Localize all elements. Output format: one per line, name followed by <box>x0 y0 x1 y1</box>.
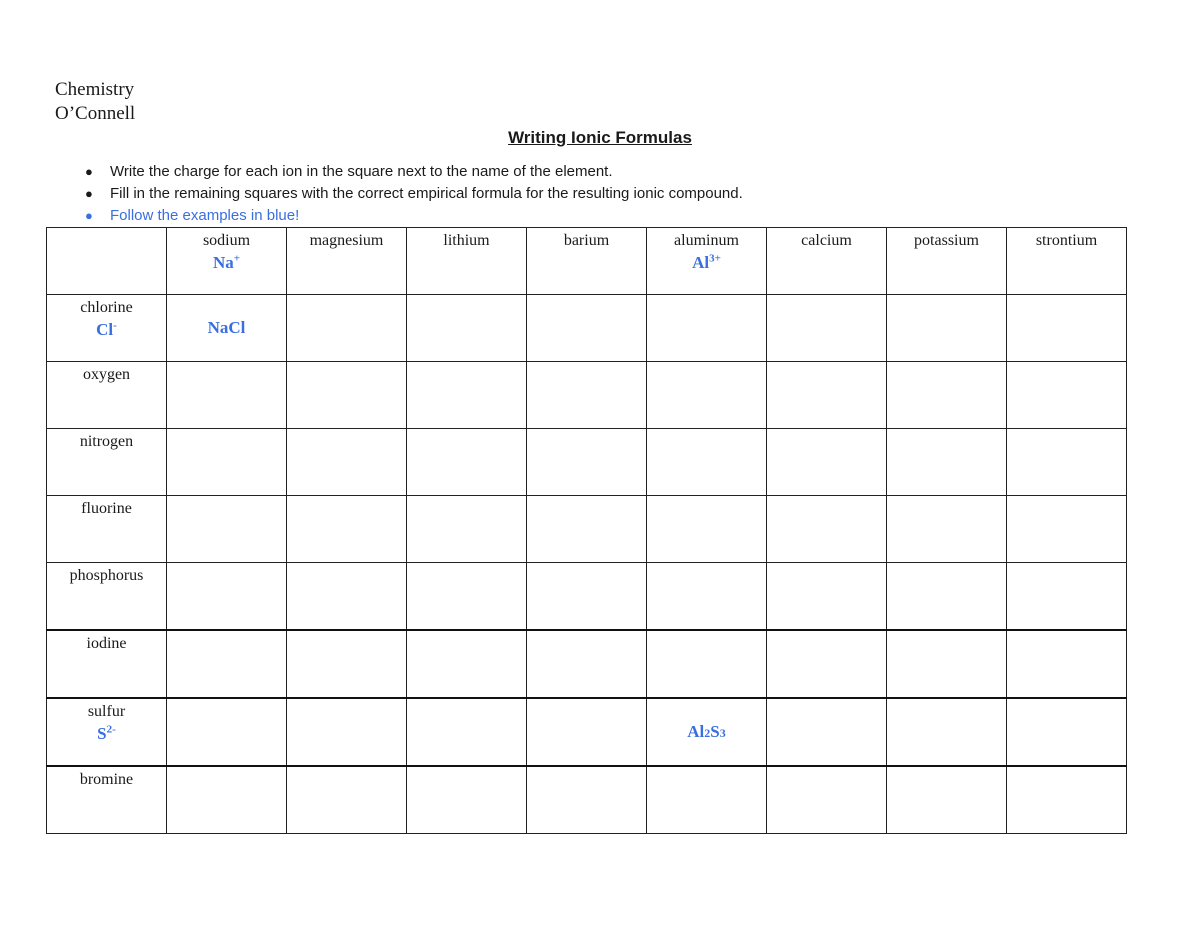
anion-name: chlorine <box>80 299 133 316</box>
answer-cell[interactable] <box>527 630 647 698</box>
cation-name: aluminum <box>674 232 739 249</box>
anion-name: bromine <box>79 771 134 788</box>
answer-cell[interactable] <box>167 698 287 766</box>
answer-cell[interactable] <box>887 362 1007 429</box>
answer-cell[interactable] <box>767 766 887 834</box>
answer-cell[interactable] <box>767 362 887 429</box>
answer-cell[interactable] <box>167 362 287 429</box>
anion-cell-oxygen[interactable] <box>47 362 167 429</box>
anion-name: iodine <box>86 635 127 652</box>
answer-cell[interactable] <box>527 429 647 496</box>
answer-cell[interactable] <box>1007 766 1127 834</box>
instruction-item: ● Write the charge for each ion in the square next to the name of the element. <box>110 161 743 183</box>
ion-charge: $S^{2-}$ <box>97 723 116 743</box>
table-row <box>47 698 1127 766</box>
answer-cell[interactable] <box>767 429 887 496</box>
answer-cell[interactable] <box>287 362 407 429</box>
answer-cell[interactable] <box>167 496 287 563</box>
cation-cell-sodium[interactable] <box>167 228 287 295</box>
answer-cell[interactable] <box>887 496 1007 563</box>
anion-name: fluorine <box>81 500 132 517</box>
cation-name: barium <box>563 232 610 249</box>
answer-cell[interactable] <box>767 563 887 631</box>
cation-name: sodium <box>202 232 251 249</box>
answer-cell[interactable] <box>167 429 287 496</box>
cation-name: calcium <box>801 232 852 249</box>
answer-cell[interactable] <box>887 698 1007 766</box>
answer-cell[interactable] <box>1007 698 1127 766</box>
answer-cell[interactable] <box>527 698 647 766</box>
answer-cell[interactable] <box>287 563 407 631</box>
table-row <box>47 295 1127 362</box>
answer-cell[interactable] <box>527 295 647 362</box>
instruction-item: ● Fill in the remaining squares with the correct empirical formula for the resulting ionic compound. <box>110 183 743 205</box>
answer-cell[interactable] <box>527 496 647 563</box>
worksheet-header <box>55 78 135 126</box>
answer-cell[interactable] <box>647 698 767 766</box>
formula-answer: NaCl <box>207 317 246 337</box>
answer-cell[interactable] <box>167 295 287 362</box>
answer-cell[interactable] <box>887 563 1007 631</box>
anion-name: oxygen <box>82 366 131 383</box>
answer-cell[interactable] <box>527 766 647 834</box>
answer-cell[interactable] <box>287 295 407 362</box>
answer-cell[interactable] <box>287 698 407 766</box>
anion-cell-fluorine[interactable] <box>47 496 167 563</box>
bullet-icon: ● <box>85 186 93 201</box>
formula-answer: Al2S3 <box>687 721 726 741</box>
anion-cell-iodine[interactable] <box>47 630 167 698</box>
answer-cell[interactable] <box>1007 295 1127 362</box>
ion-charge: Na+ <box>212 252 241 272</box>
table-row <box>47 630 1127 698</box>
answer-cell[interactable] <box>647 630 767 698</box>
answer-cell[interactable] <box>647 295 767 362</box>
answer-cell[interactable] <box>167 563 287 631</box>
answer-cell[interactable] <box>407 362 527 429</box>
cation-cell-magnesium[interactable] <box>287 228 407 295</box>
cation-cell-aluminum[interactable] <box>647 228 767 295</box>
anion-cell-sulfur[interactable] <box>47 698 167 766</box>
corner-cell <box>47 228 167 295</box>
answer-cell[interactable] <box>647 429 767 496</box>
cation-name: potassium <box>914 232 979 249</box>
anion-cell-chlorine[interactable] <box>47 295 167 362</box>
cation-cell-calcium[interactable] <box>767 228 887 295</box>
answer-cell[interactable] <box>407 630 527 698</box>
answer-cell[interactable] <box>647 362 767 429</box>
answer-cell[interactable] <box>1007 496 1127 563</box>
table-row <box>47 362 1127 429</box>
answer-cell[interactable] <box>287 766 407 834</box>
bullet-icon: ● <box>85 164 93 179</box>
ion-charge: Cl- <box>96 319 117 339</box>
anion-cell-nitrogen[interactable] <box>47 429 167 496</box>
cation-cell-barium[interactable] <box>527 228 647 295</box>
cation-cell-potassium[interactable] <box>887 228 1007 295</box>
instruction-item: ● Follow the examples in blue! <box>110 205 743 227</box>
answer-cell[interactable] <box>1007 630 1127 698</box>
table-row <box>47 563 1127 631</box>
answer-cell[interactable] <box>887 429 1007 496</box>
answer-cell[interactable] <box>647 496 767 563</box>
answer-cell[interactable] <box>1007 429 1127 496</box>
answer-cell[interactable] <box>887 630 1007 698</box>
anion-name: nitrogen <box>79 433 134 450</box>
answer-cell[interactable] <box>407 563 527 631</box>
cation-name: strontium <box>1035 232 1098 249</box>
anion-cell-phosphorus[interactable] <box>47 563 167 631</box>
cation-cell-strontium[interactable] <box>1007 228 1127 295</box>
answer-cell[interactable] <box>407 429 527 496</box>
answer-cell[interactable] <box>287 630 407 698</box>
answer-cell[interactable] <box>767 496 887 563</box>
table-row <box>47 496 1127 563</box>
answer-cell[interactable] <box>287 496 407 563</box>
answer-cell[interactable] <box>407 496 527 563</box>
answer-cell[interactable] <box>407 295 527 362</box>
answer-cell[interactable] <box>767 698 887 766</box>
ion-charge: $Al^{3+}$ <box>692 252 721 272</box>
answer-cell[interactable] <box>287 429 407 496</box>
answer-cell[interactable] <box>1007 362 1127 429</box>
answer-cell[interactable] <box>167 630 287 698</box>
answer-cell[interactable] <box>527 362 647 429</box>
answer-cell[interactable] <box>167 766 287 834</box>
course-name: Chemistry <box>55 79 135 100</box>
ionic-formula-grid <box>46 227 1127 834</box>
cation-header-row <box>47 228 1127 295</box>
answer-cell[interactable] <box>887 766 1007 834</box>
table-row <box>47 429 1127 496</box>
answer-cell[interactable] <box>647 766 767 834</box>
cation-name: magnesium <box>309 232 384 249</box>
instructions-list <box>85 161 743 227</box>
table-row <box>47 766 1127 834</box>
anion-cell-bromine[interactable] <box>47 766 167 834</box>
anion-name: sulfur <box>87 703 126 720</box>
anion-name: phosphorus <box>69 567 144 584</box>
teacher-name: O’Connell <box>55 103 136 124</box>
answer-cell[interactable] <box>527 563 647 631</box>
bullet-icon: ● <box>85 208 93 223</box>
answer-cell[interactable] <box>407 766 527 834</box>
answer-cell[interactable] <box>407 698 527 766</box>
cation-cell-lithium[interactable] <box>407 228 527 295</box>
page-title: Writing Ionic Formulas <box>508 128 692 147</box>
cation-name: lithium <box>443 232 490 249</box>
answer-cell[interactable] <box>767 295 887 362</box>
answer-cell[interactable] <box>647 563 767 631</box>
answer-cell[interactable] <box>887 295 1007 362</box>
answer-cell[interactable] <box>767 630 887 698</box>
answer-cell[interactable] <box>1007 563 1127 631</box>
